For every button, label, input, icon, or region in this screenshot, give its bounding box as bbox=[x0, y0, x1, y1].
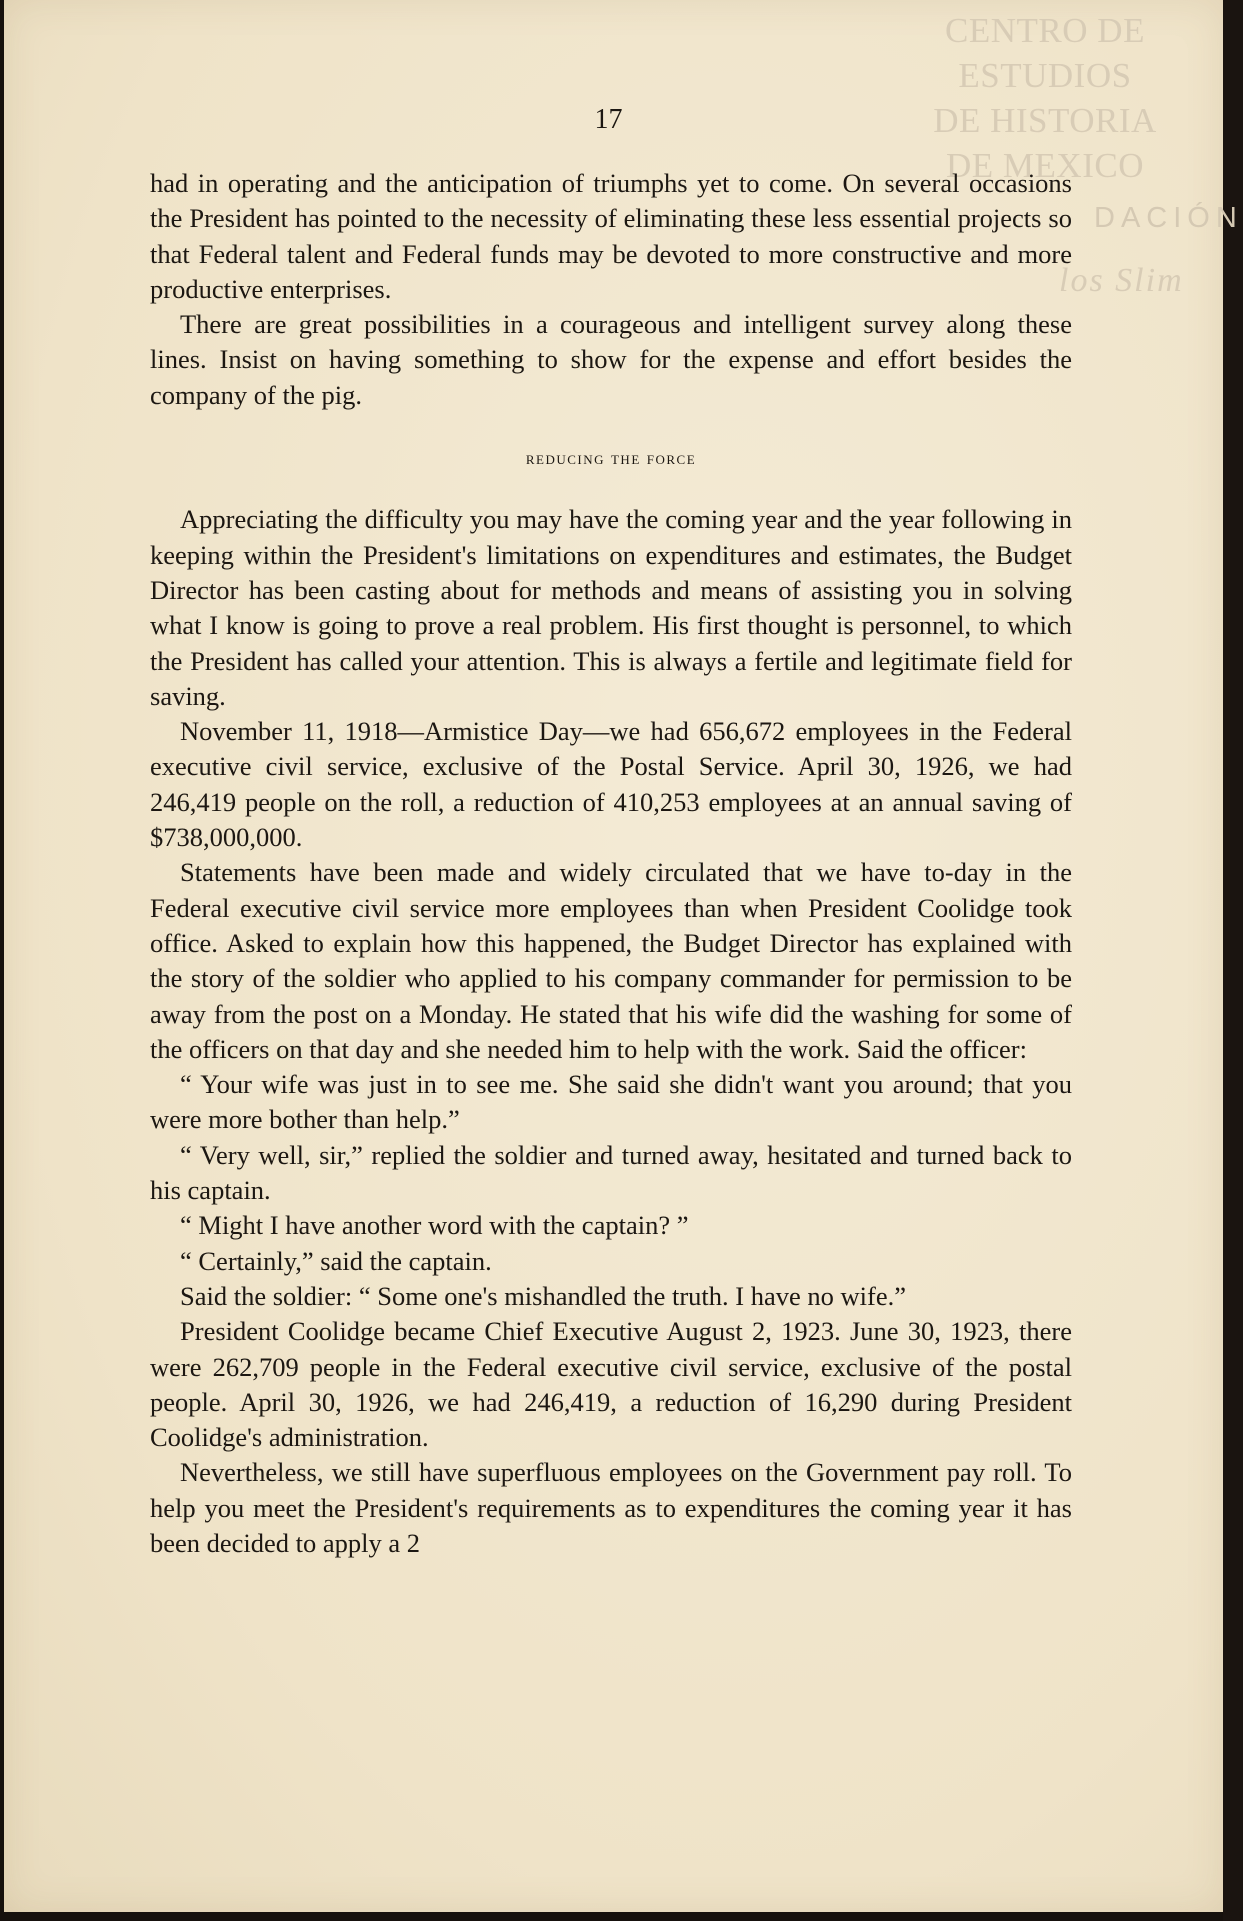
paragraph: Said the soldier: “ Some one's mishandled the truth. I have no wife.” bbox=[180, 1280, 906, 1311]
watermark-side-text: DACIÓN bbox=[1094, 202, 1243, 234]
paragraph: President Coolidge became Chief Executive August 2, 1923. June 30, 1923, there were 262,709 people in the Federal executive civil service, exclusive of the postal people. April 30, 1926, we had 246,419, a reduction of 16,290 during President Coolidge's administration. bbox=[150, 1316, 1072, 1453]
section-heading: reducing the force bbox=[525, 448, 697, 469]
document-page bbox=[4, 0, 1243, 1912]
watermark-line: DE MEXICO bbox=[946, 146, 1144, 185]
watermark-line: CENTRO DE bbox=[945, 11, 1145, 50]
body-text bbox=[150, 166, 1072, 1561]
paragraph: Statements have been made and widely circulated that we have to-day in the Federal executive civil service more employees than when President Coolidge took office. Asked to explain how this happened, the Budget Director has explained with the story of the soldier who applied to his company commander for permission to be away from the post on a Monday. He stated that his wife did the washing for some of the officers on that day and she needed him to help with the work. Said the officer: bbox=[150, 857, 1072, 1064]
paragraph: There are great possibilities in a courageous and intelligent survey along these lines. Insist on having something to show for the expense and effort besides the company of the pig. bbox=[150, 309, 1072, 410]
watermark-line: DE HISTORIA bbox=[933, 101, 1157, 140]
watermark-script-text: los Slim bbox=[1059, 262, 1184, 299]
paragraph: “ Very well, sir,” replied the soldier and turned away, hesitated and turned back to his captain. bbox=[150, 1139, 1072, 1206]
library-watermark bbox=[895, 8, 1195, 188]
paragraph: had in operating and the anticipation of triumphs yet to come. On several occasions the President has pointed to the necessity of eliminating these less essential projects so that Federal talent and Federal funds may be devoted to more constructive and more productive enterprises. bbox=[150, 168, 1072, 304]
paragraph: “ Might I have another word with the captain? ” bbox=[180, 1210, 689, 1241]
page-number: 17 bbox=[594, 104, 623, 135]
paragraph: “ Certainly,” said the captain. bbox=[180, 1245, 492, 1276]
paragraph: November 11, 1918—Armistice Day—we had 656,672 employees in the Federal executive civil service, exclusive of the Postal Service. April 30, 1926, we had 246,419 people on the roll, a reduction of 410,253 employees at an annual saving of $738,000,000. bbox=[150, 716, 1072, 853]
paragraph: “ Your wife was just in to see me. She said she didn't want you around; that you were more bother than help.” bbox=[150, 1069, 1072, 1135]
watermark-line: ESTUDIOS bbox=[958, 56, 1132, 95]
paragraph: Nevertheless, we still have superfluous employees on the Government pay roll. To help you meet the President's requirements as to expenditures the coming year it has been decided to apply a 2 bbox=[150, 1457, 1072, 1558]
paragraph: Appreciating the difficulty you may have the coming year and the year following in keeping within the President's limitations on expenditures and estimates, the Budget Director has been casting about for methods and means of assisting you in solving what I know is going to prove a real problem. His first thought is personnel, to which the President has called your attention. This is always a fertile and legitimate field for saving. bbox=[150, 504, 1072, 711]
